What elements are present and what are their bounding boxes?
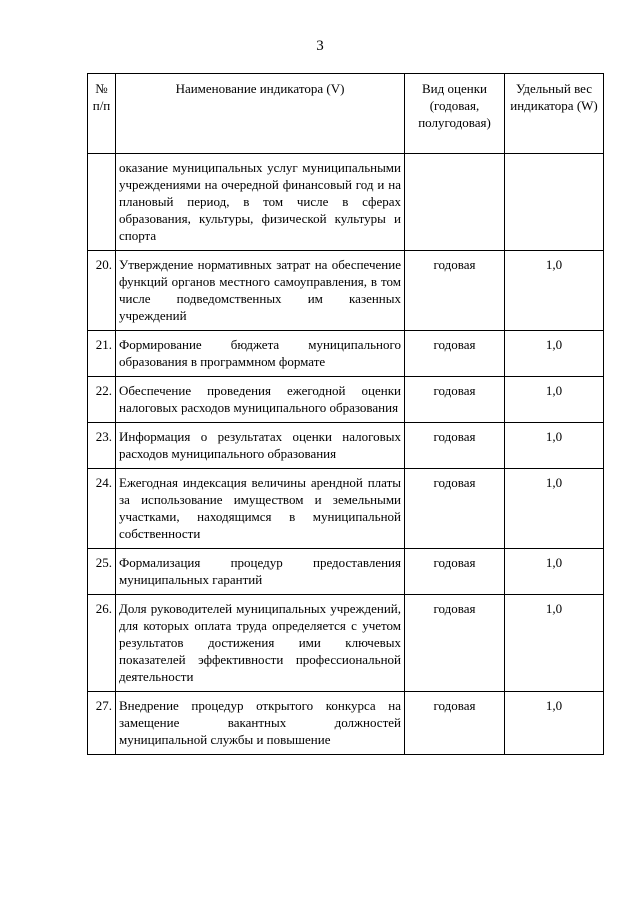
row-type: годовая bbox=[405, 377, 505, 423]
row-type: годовая bbox=[405, 251, 505, 331]
row-name: Внедрение процедур открытого конкурса на замещение вакантных должностей муниципальной службы и повышение bbox=[116, 692, 405, 755]
row-type: годовая bbox=[405, 423, 505, 469]
indicator-table bbox=[87, 73, 604, 755]
row-name: оказание муниципальных услуг муниципальными учреждениями на очередной финансовый год и на плановый период, в том числе в сферах образования, культуры, физической культуры и спорта bbox=[116, 154, 405, 251]
row-type: годовая bbox=[405, 692, 505, 755]
row-weight: 1,0 bbox=[505, 549, 604, 595]
table-row bbox=[88, 251, 604, 331]
row-weight: 1,0 bbox=[505, 595, 604, 692]
table-row bbox=[88, 549, 604, 595]
table-row bbox=[88, 595, 604, 692]
row-weight: 1,0 bbox=[505, 331, 604, 377]
row-num: 21. bbox=[88, 331, 116, 377]
row-num: 27. bbox=[88, 692, 116, 755]
row-name: Информация о результатах оценки налоговых расходов муниципального образования bbox=[116, 423, 405, 469]
table-row bbox=[88, 377, 604, 423]
table-row bbox=[88, 469, 604, 549]
row-name: Ежегодная индексация величины арендной платы за использование имуществом и земельными участками, находящимся в муниципальной собственности bbox=[116, 469, 405, 549]
table-row bbox=[88, 423, 604, 469]
row-type: годовая bbox=[405, 595, 505, 692]
row-name: Формирование бюджета муниципального образования в программном формате bbox=[116, 331, 405, 377]
row-weight: 1,0 bbox=[505, 251, 604, 331]
row-num: 25. bbox=[88, 549, 116, 595]
row-num: 24. bbox=[88, 469, 116, 549]
row-type: годовая bbox=[405, 549, 505, 595]
row-weight: 1,0 bbox=[505, 692, 604, 755]
row-num: 22. bbox=[88, 377, 116, 423]
table-row bbox=[88, 692, 604, 755]
row-name: Доля руководителей муниципальных учреждений, для которых оплата труда определяется с учетом результатов достижения ими ключевых показателей эффективности профессиональной деятельности bbox=[116, 595, 405, 692]
table-row bbox=[88, 154, 604, 251]
header-name: Наименование индикатора (V) bbox=[116, 74, 405, 154]
row-weight: 1,0 bbox=[505, 423, 604, 469]
row-num: 20. bbox=[88, 251, 116, 331]
table-row bbox=[88, 331, 604, 377]
header-num: № п/п bbox=[88, 74, 116, 154]
row-num bbox=[88, 154, 116, 251]
page-number: 3 bbox=[316, 38, 324, 54]
row-type: годовая bbox=[405, 331, 505, 377]
header-weight: Удельный вес индикатора (W) bbox=[505, 74, 604, 154]
row-weight bbox=[505, 154, 604, 251]
row-weight: 1,0 bbox=[505, 469, 604, 549]
row-name: Обеспечение проведения ежегодной оценки налоговых расходов муниципального образования bbox=[116, 377, 405, 423]
header-type: Вид оценки (годовая, полугодовая) bbox=[405, 74, 505, 154]
table-header-row bbox=[88, 74, 604, 154]
row-num: 23. bbox=[88, 423, 116, 469]
row-num: 26. bbox=[88, 595, 116, 692]
row-type: годовая bbox=[405, 469, 505, 549]
row-name: Формализация процедур предоставления муниципальных гарантий bbox=[116, 549, 405, 595]
row-name: Утверждение нормативных затрат на обеспечение функций органов местного самоуправления, в том числе подведомственных им казенных учреждений bbox=[116, 251, 405, 331]
row-weight: 1,0 bbox=[505, 377, 604, 423]
row-type bbox=[405, 154, 505, 251]
